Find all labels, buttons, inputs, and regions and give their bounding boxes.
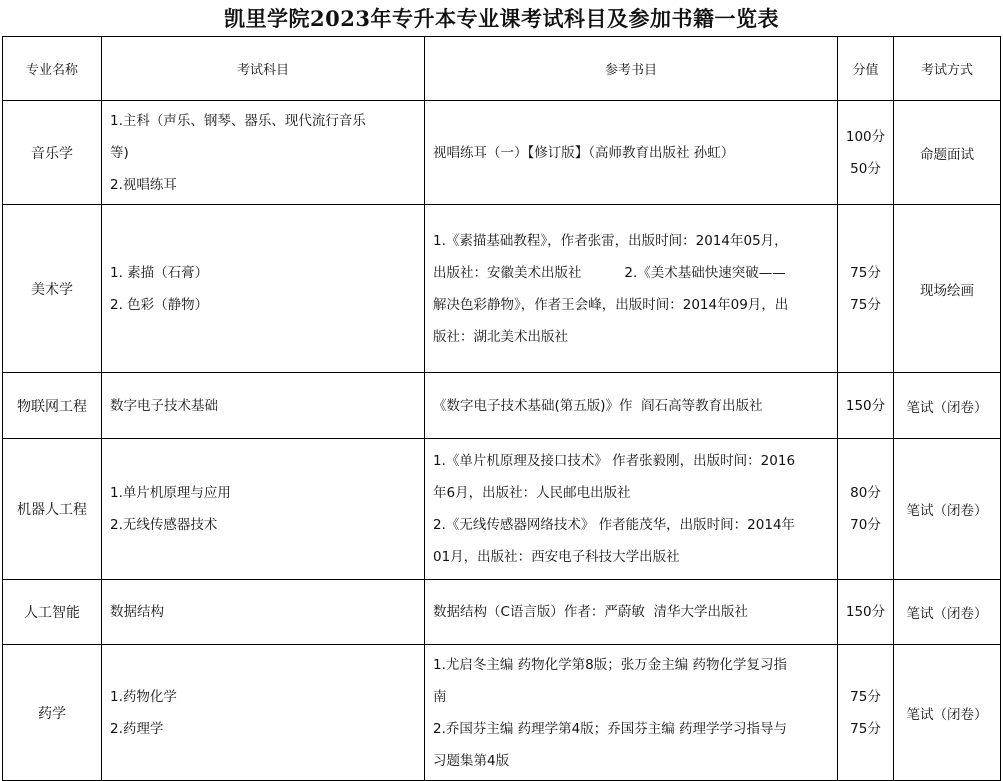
major-cell: 音乐学	[3, 101, 102, 205]
book-line: 《数字电子技术基础(第五版)》作 阎石高等教育出版社	[433, 397, 763, 414]
major-cell: 美术学	[3, 205, 102, 373]
books-cell	[425, 205, 838, 373]
score-line: 75分	[850, 688, 881, 705]
score-cell	[838, 373, 894, 439]
book-line: 1.《单片机原理及接口技术》 作者张毅刚，出版时间：2016	[433, 453, 796, 469]
score-cell	[838, 205, 894, 373]
method-cell: 笔试（闭卷）	[894, 373, 1001, 439]
major-cell: 人工智能	[3, 580, 102, 645]
table-row	[3, 439, 1001, 580]
books-cell	[425, 580, 838, 645]
exam-subjects-table	[2, 36, 1001, 781]
subjects-cell	[102, 645, 425, 781]
subject-line: 2.视唱练耳	[110, 176, 177, 193]
score-cell	[838, 580, 894, 645]
books-cell	[425, 645, 838, 781]
method-cell: 笔试（闭卷）	[894, 580, 1001, 645]
score-line: 150分	[845, 604, 886, 620]
book-line: 2.《无线传感器网络技术》 作者能茂华，出版时间：2014年	[433, 517, 796, 533]
page-title: 凯里学院2023年专升本专业课考试科目及参加书籍一览表	[224, 6, 779, 31]
books-cell	[425, 101, 838, 205]
book-line: 南	[433, 688, 447, 705]
subject-line: 数字电子技术基础	[110, 397, 218, 414]
major-cell: 机器人工程	[3, 439, 102, 580]
table-row	[3, 205, 1001, 373]
table-row	[3, 645, 1001, 781]
score-line: 75分	[850, 296, 881, 313]
subjects-cell	[102, 580, 425, 645]
major-cell: 药学	[3, 645, 102, 781]
header-subjects: 考试科目	[102, 37, 425, 101]
book-line: 1.《素描基础教程》，作者张雷，出版时间：2014年05月，	[433, 232, 788, 249]
book-line: 数据结构（C语言版）作者：严蔚敏 清华大学出版社	[433, 604, 749, 620]
score-line: 75分	[850, 264, 881, 281]
book-line: 年6月，出版社：人民邮电出版社	[433, 485, 631, 501]
subject-line: 等)	[110, 144, 129, 161]
subject-line: 1.药物化学	[110, 688, 177, 705]
subject-line: 1.主科（声乐、钢琴、器乐、现代流行音乐	[110, 112, 366, 129]
score-line: 80分	[850, 485, 881, 501]
books-cell	[425, 439, 838, 580]
subject-line: 数据结构	[110, 604, 164, 620]
subject-line: 1. 素描（石膏）	[110, 264, 209, 281]
header-major: 专业名称	[3, 37, 102, 101]
score-line: 70分	[850, 517, 881, 533]
book-line: 01月，出版社：西安电子科技大学出版社	[433, 549, 680, 565]
major-cell: 物联网工程	[3, 373, 102, 439]
score-cell	[838, 645, 894, 781]
score-line: 50分	[850, 160, 881, 177]
table-header-row	[3, 37, 1001, 101]
book-line: 出版社：安徽美术出版社 2.《美术基础快速突破——	[433, 264, 786, 281]
subjects-cell	[102, 101, 425, 205]
subject-line: 1.单片机原理与应用	[110, 485, 231, 501]
books-cell	[425, 373, 838, 439]
score-line: 75分	[850, 720, 881, 737]
book-line: 2.乔国芬主编 药理学第4版；乔国芬主编 药理学学习指导与	[433, 720, 788, 737]
method-cell: 笔试（闭卷）	[894, 645, 1001, 781]
score-line: 100分	[845, 128, 886, 145]
subject-line: 2.无线传感器技术	[110, 517, 218, 533]
method-cell: 现场绘画	[894, 205, 1001, 373]
table-row	[3, 580, 1001, 645]
table-row	[3, 101, 1001, 205]
subjects-cell	[102, 439, 425, 580]
score-cell	[838, 101, 894, 205]
header-score: 分值	[838, 37, 894, 101]
table-row	[3, 373, 1001, 439]
book-line: 解决色彩静物》，作者王会峰，出版时间：2014年09月，出	[433, 296, 789, 313]
header-books: 参考书目	[425, 37, 838, 101]
book-line: 习题集第4版	[433, 752, 510, 769]
method-cell: 笔试（闭卷）	[894, 439, 1001, 580]
subjects-cell	[102, 373, 425, 439]
subject-line: 2.药理学	[110, 720, 164, 737]
subjects-cell	[102, 205, 425, 373]
book-line: 1.尤启冬主编 药物化学第8版；张万金主编 药物化学复习指	[433, 656, 788, 673]
method-cell: 命题面试	[894, 101, 1001, 205]
score-cell	[838, 439, 894, 580]
header-method: 考试方式	[894, 37, 1001, 101]
subject-line: 2. 色彩（静物）	[110, 296, 209, 313]
score-line: 150分	[845, 397, 886, 414]
book-line: 版社：湖北美术出版社	[433, 328, 568, 345]
book-line: 视唱练耳（一）【修订版】（高师教育出版社 孙虹）	[433, 144, 735, 161]
